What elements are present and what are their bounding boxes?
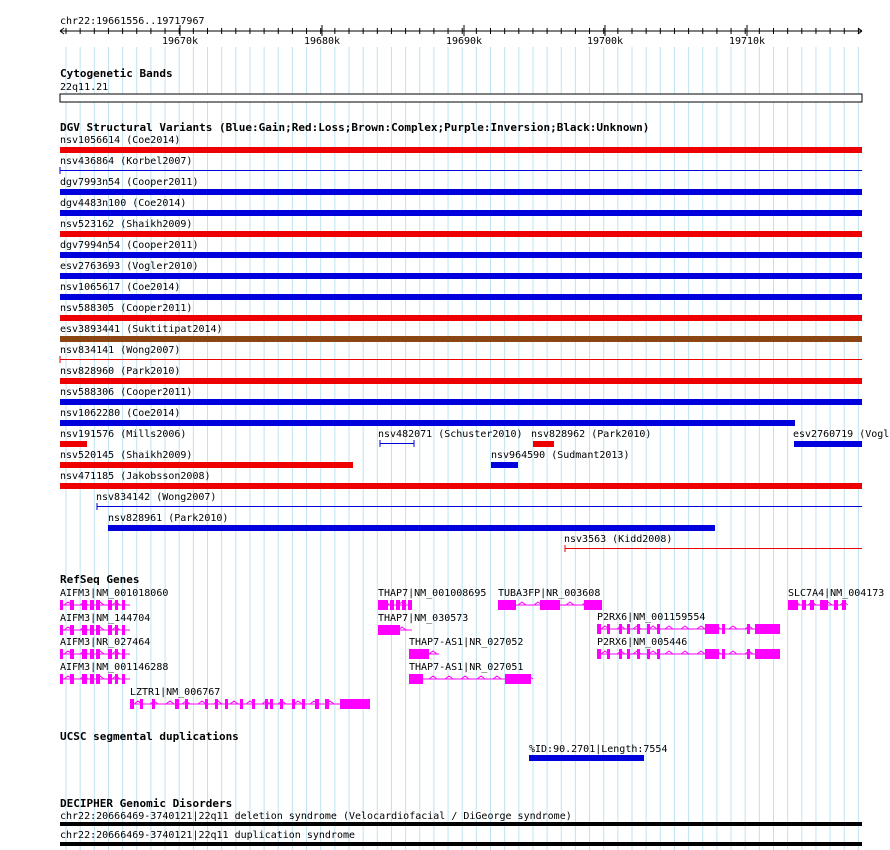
ruler-tick-label: 19680k (303, 36, 341, 47)
gene-glyph[interactable] (60, 600, 130, 610)
dgv-feature-bar[interactable] (794, 441, 862, 447)
gene-glyph[interactable] (409, 674, 533, 684)
dgv-feature-label: nsv834141 (Wong2007) (60, 345, 181, 356)
gene-label: AIFM3|NM_001018060 (60, 588, 169, 599)
ruler-tick-label: 19690k (445, 36, 483, 47)
dgv-feature-bar[interactable] (60, 483, 862, 489)
dgv-feature-label: nsv523162 (Shaikh2009) (60, 219, 193, 230)
decipher-bar[interactable] (60, 822, 862, 826)
dgv-track (60, 135, 889, 552)
dgv-feature-bar[interactable] (60, 252, 862, 258)
ruler-tick-label: 19670k (161, 36, 199, 47)
dgv-feature-label: nsv828962 (Park2010) (531, 429, 652, 440)
dgv-feature-label: nsv834142 (Wong2007) (96, 492, 217, 503)
decipher-item-label: chr22:20666469-3740121|22q11 deletion syndrome (Velocardiofacial / DiGeorge syndrome) (60, 811, 572, 822)
ruler-tick-label: 19710k (728, 36, 766, 47)
dgv-feature-label: nsv482071 (Schuster2010) (378, 429, 523, 440)
gene-label: THAP7|NM_030573 (378, 613, 469, 624)
refseq-track-title: RefSeq Genes (60, 573, 140, 586)
gene-glyph[interactable] (60, 674, 130, 684)
gene-label: AIFM3|NM_001146288 (60, 662, 169, 673)
gene-label: LZTR1|NM_006767 (130, 687, 221, 698)
dgv-feature-bar[interactable] (60, 170, 862, 171)
dgv-feature-bar[interactable] (60, 189, 862, 195)
gene-label: SLC7A4|NM_004173 (788, 588, 885, 599)
dgv-feature-label: nsv520145 (Shaikh2009) (60, 450, 193, 461)
dgv-feature-bar[interactable] (60, 315, 862, 321)
dgv-track-title: DGV Structural Variants (Blue:Gain;Red:Loss;Brown:Complex;Purple:Inversion;Black:Unknown) (60, 121, 650, 134)
segdup-track-title: UCSC segmental duplications (60, 730, 239, 743)
dgv-feature-label: nsv828960 (Park2010) (60, 366, 181, 377)
gene-glyph[interactable] (498, 600, 602, 610)
dgv-feature-label: nsv436864 (Korbel2007) (60, 156, 193, 167)
dgv-feature-bar[interactable] (60, 441, 87, 447)
dgv-feature-bar[interactable] (60, 359, 862, 360)
decipher-track-title: DECIPHER Genomic Disorders (60, 797, 233, 810)
dgv-feature-bar[interactable] (60, 147, 862, 153)
dgv-feature-label: nsv1065617 (Coe2014) (60, 282, 181, 293)
dgv-feature-label: dgv7993n54 (Cooper2011) (60, 177, 199, 188)
gene-label: AIFM3|NM_144704 (60, 613, 151, 624)
dgv-feature-bar[interactable] (533, 441, 554, 447)
dgv-feature-label: nsv191576 (Mills2006) (60, 429, 187, 440)
dgv-feature-bar[interactable] (60, 462, 353, 468)
dgv-feature-label: nsv588305 (Cooper2011) (60, 303, 193, 314)
decipher-item-label: chr22:20666469-3740121|22q11 duplication syndrome (60, 830, 356, 841)
dgv-feature-label: nsv828961 (Park2010) (108, 513, 229, 524)
dgv-feature-bar[interactable] (108, 525, 715, 531)
gene-label: AIFM3|NR_027464 (60, 637, 151, 648)
gene-label: P2RX6|NM_001159554 (597, 612, 706, 623)
decipher-bar[interactable] (60, 842, 862, 846)
dgv-feature-bar[interactable] (60, 336, 862, 342)
dgv-feature-label: nsv1062280 (Coe2014) (60, 408, 181, 419)
dgv-feature-label: nsv964590 (Sudmant2013) (491, 450, 630, 461)
dgv-feature-label: dgv7994n54 (Cooper2011) (60, 240, 199, 251)
gene-label: TUBA3FP|NR_003608 (498, 588, 601, 599)
dgv-feature-bar[interactable] (60, 273, 862, 279)
dgv-feature-label: esv2760719 (Vogl (793, 429, 890, 440)
dgv-feature-label: nsv471185 (Jakobsson2008) (60, 471, 211, 482)
dgv-feature-bar[interactable] (60, 378, 862, 384)
gene-glyph[interactable] (60, 625, 130, 635)
ruler[interactable] (60, 25, 862, 47)
dgv-feature-bar[interactable] (60, 210, 862, 216)
dgv-feature-bar[interactable] (60, 231, 862, 237)
dgv-feature-label: dgv4483n100 (Coe2014) (60, 198, 187, 209)
cytoband-track-title: Cytogenetic Bands (60, 67, 173, 80)
dgv-feature-bar[interactable] (380, 443, 414, 444)
gene-glyph[interactable] (378, 600, 412, 610)
gene-label: P2RX6|NM_005446 (597, 637, 688, 648)
gene-glyph[interactable] (378, 625, 412, 635)
gene-glyph[interactable] (788, 600, 848, 610)
dgv-feature-label: nsv588306 (Cooper2011) (60, 387, 193, 398)
dgv-feature-label: esv3893441 (Suktitipat2014) (60, 324, 223, 335)
dgv-feature-bar[interactable] (97, 506, 862, 507)
gene-label: THAP7-AS1|NR_027052 (409, 637, 524, 648)
dgv-feature-bar[interactable] (60, 399, 862, 405)
locus-label: chr22:19661556..19717967 (60, 16, 205, 27)
dgv-feature-bar[interactable] (491, 462, 518, 468)
cytoband-bar[interactable] (60, 94, 862, 102)
gene-glyph[interactable] (409, 649, 439, 659)
segdup-label: %ID:90.2701|Length:7554 (529, 744, 668, 755)
segdup-bar[interactable] (529, 755, 644, 761)
gene-label: THAP7-AS1|NR_027051 (409, 662, 524, 673)
dgv-feature-label: esv2763693 (Vogler2010) (60, 261, 199, 272)
ruler-tick-label: 19700k (586, 36, 624, 47)
dgv-feature-bar[interactable] (60, 420, 795, 426)
cytoband-label: 22q11.21 (60, 82, 109, 93)
refseq-track (60, 588, 884, 709)
dgv-feature-bar[interactable] (60, 294, 862, 300)
dgv-feature-label: nsv3563 (Kidd2008) (564, 534, 673, 545)
gene-glyph[interactable] (60, 649, 130, 659)
gene-label: THAP7|NM_001008695 (378, 588, 487, 599)
dgv-feature-label: nsv1056614 (Coe2014) (60, 135, 181, 146)
dgv-feature-bar[interactable] (565, 548, 862, 549)
